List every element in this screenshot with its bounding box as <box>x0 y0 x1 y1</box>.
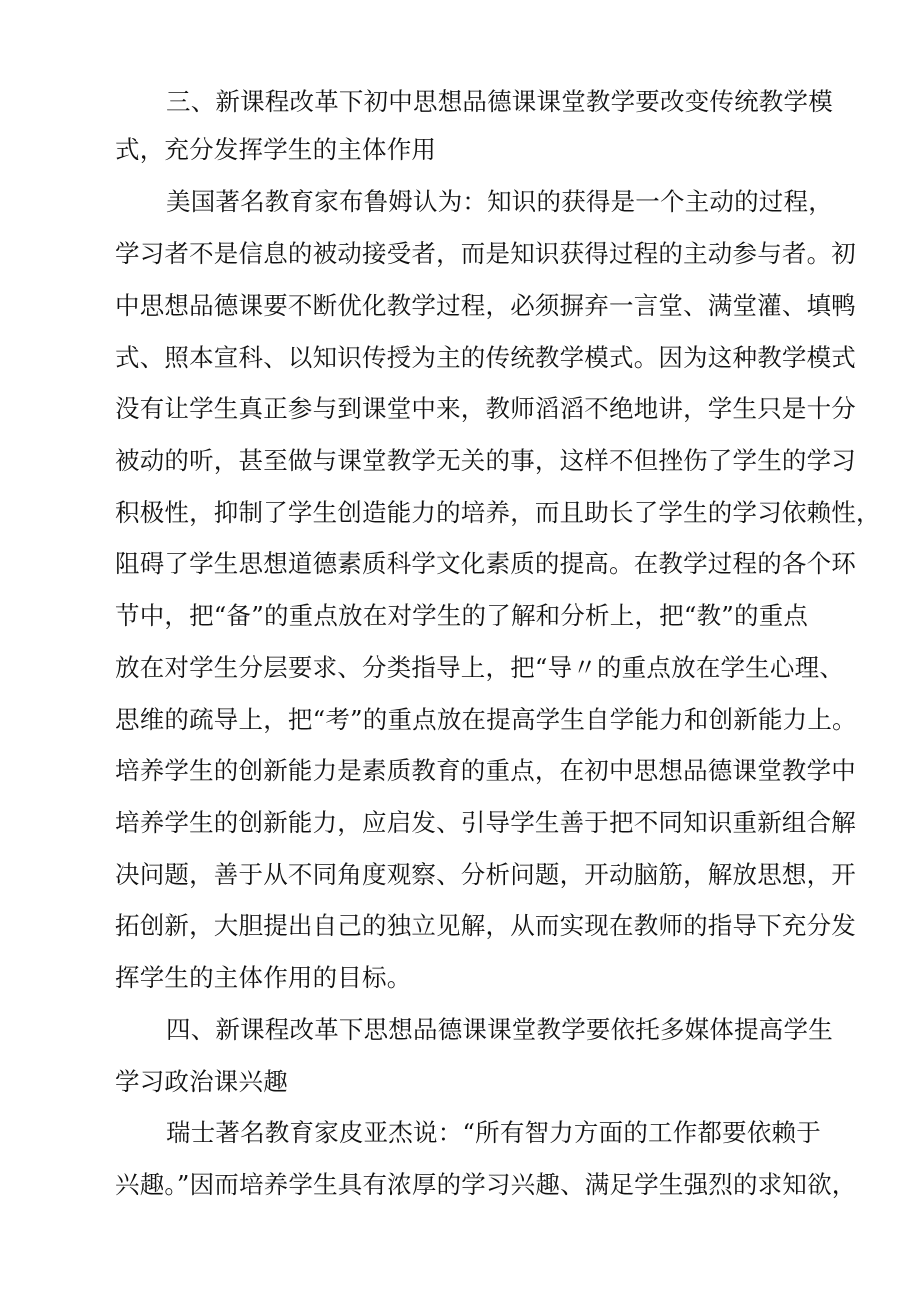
section-3-paragraph-line: 挥学生的主体作用的目标。 <box>115 963 412 992</box>
section-3-heading-line-2: 式，充分发挥学生的主体作用 <box>115 135 437 164</box>
section-3-paragraph-line: 没有让学生真正参与到课堂中来，教师滔滔不绝地讲，学生只是十分 <box>115 394 856 423</box>
section-3-paragraph-line: 拓创新，大胆提出自己的独立见解，从而实现在教师的指导下充分发 <box>115 911 856 940</box>
section-3-heading-line-1: 三、新课程改革下初中思想品德课课堂教学要改变传统教学模 <box>166 87 833 116</box>
section-3-paragraph-line: 节中，把“备”的重点放在对学生的了解和分析上，把“教”的重点 <box>115 601 809 630</box>
section-4-heading-line-2: 学习政治课兴趣 <box>115 1067 288 1096</box>
section-3-paragraph-line: 积极性，抑制了学生创造能力的培养，而且助长了学生的学习依赖性， <box>115 498 881 527</box>
section-3-paragraph-line: 决问题，善于从不同角度观察、分析问题，开动脑筋，解放思想，开 <box>115 860 856 889</box>
section-3-paragraph-line: 美国著名教育家布鲁姆认为：知识的获得是一个主动的过程， <box>166 187 833 216</box>
section-4-heading-line-1: 四、新课程改革下思想品德课课堂教学要依托多媒体提高学生 <box>166 1015 833 1044</box>
section-3-paragraph-line: 培养学生的创新能力是素质教育的重点，在初中思想品德课堂教学中 <box>115 756 856 785</box>
section-3-paragraph-line: 学习者不是信息的被动接受者，而是知识获得过程的主动参与者。初 <box>115 239 856 268</box>
section-3-paragraph-line: 放在对学生分层要求、分类指导上，把“导〃的重点放在学生心理、 <box>115 653 845 682</box>
section-3-paragraph-line: 式、照本宣科、以知识传授为主的传统教学模式。因为这种教学模式 <box>115 343 856 372</box>
section-3-paragraph-line: 培养学生的创新能力，应启发、引导学生善于把不同知识重新组合解 <box>115 808 856 837</box>
section-3-paragraph-line: 思维的疏导上，把“考”的重点放在提高学生自学能力和创新能力上。 <box>115 705 857 734</box>
section-3-paragraph-line: 中思想品德课要不断优化教学过程，必须摒弃一言堂、满堂灌、填鸭 <box>115 291 856 320</box>
section-3-paragraph-line: 被动的听，甚至做与课堂教学无关的事，这样不但挫伤了学生的学习 <box>115 446 856 475</box>
section-4-paragraph-line: 兴趣。”因而培养学生具有浓厚的学习兴趣、满足学生强烈的求知欲， <box>115 1170 857 1199</box>
section-3-paragraph-line: 阻碍了学生思想道德素质科学文化素质的提高。在教学过程的各个环 <box>115 549 856 578</box>
section-4-paragraph-line: 瑞士著名教育家皮亚杰说：“所有智力方面的工作都要依赖于 <box>166 1118 821 1147</box>
